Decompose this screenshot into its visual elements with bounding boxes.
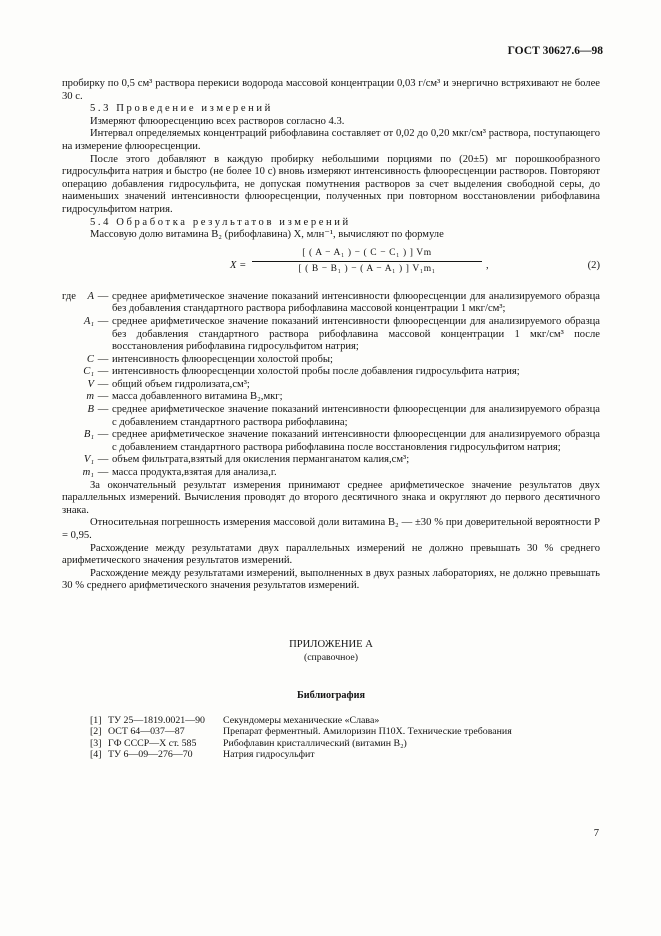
variable-symbol: A₁ xyxy=(83,315,94,327)
bib-number: [4] xyxy=(90,749,102,761)
variable-description: объем фильтрата,взятый для окисления перманганатом калия,см³; xyxy=(112,454,410,466)
bibliography-item xyxy=(90,726,600,738)
bibliography-title: Библиография xyxy=(297,690,365,702)
variable-symbol: B xyxy=(87,404,94,416)
bib-text: Препарат ферментный. Амилоризин П10Х. Технические требования xyxy=(223,726,512,738)
variable-symbol: C₁ xyxy=(83,366,94,378)
paragraph-7: Относительная погрешность измерения массовой доли витамина B₂ — ±30 % при доверительной вероятности P = 0,95. xyxy=(62,517,600,541)
dash: — xyxy=(97,404,109,416)
variable-row xyxy=(62,291,600,316)
variable-row xyxy=(62,404,600,429)
formula-comma: , xyxy=(486,259,489,271)
variable-description: среднее арифметическое значение показаний интенсивности флюоресценции для анализируемого образца с добавлением стандартного раствора рибофлавина; xyxy=(112,404,600,428)
paragraph-4: После этого добавляют в каждую пробирку небольшими порциями по (20±5) мг порошкообразного гидросульфита натрия и быстро (не более 10 с) вновь измеряют интенсивность флюоресценции растворов. Повторяют операцию добавления гидросульфита, не допуская помутнения растворов за счет выделения свободной серы, до наименьших значений интенсивности флюоресценции, полученных при повторном восстановлении рибофлавина гидросульфитом натрия. xyxy=(62,153,600,215)
bib-number: [1] xyxy=(90,714,102,726)
bib-text: Рибофлавин кристаллический (витамин B₂) xyxy=(223,737,407,749)
bib-code: ГФ СССР—X ст. 585 xyxy=(108,737,197,749)
variable-row xyxy=(62,316,600,354)
bib-code: ОСТ 64—037—87 xyxy=(108,726,185,738)
bib-code: ТУ 25—1819.0021—90 xyxy=(108,714,205,726)
formula-number: (2) xyxy=(587,259,600,271)
variable-list xyxy=(62,291,600,480)
paragraph-1: пробирку по 0,5 см³ раствора перекиси водорода массовой концентрации 0,03 г/см³ и энергично встряхивают не более 30 с. xyxy=(62,78,600,102)
section-heading-5-4: 5.4 Обработка результатов измерений xyxy=(90,216,351,228)
bib-text: Секундомеры механические «Слава» xyxy=(223,714,380,726)
variable-row xyxy=(62,454,600,467)
dash: — xyxy=(97,290,109,302)
dash: — xyxy=(97,353,109,365)
dash: — xyxy=(97,429,109,441)
page-number: 7 xyxy=(593,828,599,839)
section-heading-5-3: 5.3 Проведение измерений xyxy=(90,103,273,115)
bib-number: [3] xyxy=(90,737,102,749)
variable-description: интенсивность флюоресценции холостой пробы; xyxy=(112,353,333,365)
paragraph-9: Расхождение между результатами измерений, выполненных в двух разных лабораториях, не должно превышать 30 % среднего арифметического значения результатов измерений. xyxy=(62,567,600,592)
bib-text: Натрия гидросульфит xyxy=(223,749,315,761)
variable-description: интенсивность флюоресценции холостой пробы после добавления гидросульфита натрия; xyxy=(112,366,520,378)
dash: — xyxy=(97,454,109,466)
dash: — xyxy=(97,366,109,378)
variable-description: среднее арифметическое значение показаний интенсивности флюоресценции для анализируемого образца без добавления стандартного раствора рибофлавина массовой концентрации 1 мкг/см³ после восстановления рибофлавина гидросульфитом натрия; xyxy=(112,315,600,353)
dash: — xyxy=(97,391,109,403)
formula-lhs: X = xyxy=(230,259,247,271)
bibliography-item xyxy=(90,749,600,761)
variable-symbol: m xyxy=(86,391,94,403)
bibliography-item xyxy=(90,715,600,727)
variable-symbol: V xyxy=(87,378,94,390)
variable-row xyxy=(62,354,600,367)
appendix-subtitle: (справочное) xyxy=(303,651,359,663)
variable-row xyxy=(62,391,600,404)
dash: — xyxy=(97,378,109,390)
variable-row xyxy=(62,366,600,379)
variable-symbol: V₁ xyxy=(83,454,94,466)
variable-symbol: C xyxy=(86,353,94,365)
fraction-bar xyxy=(252,261,482,262)
variable-row xyxy=(62,467,600,480)
where-label: где xyxy=(62,290,76,302)
document-body xyxy=(62,78,600,761)
bibliography-item xyxy=(90,738,600,750)
variable-symbol: B₁ xyxy=(83,429,94,441)
bib-code: ТУ 6—09—276—70 xyxy=(108,749,193,761)
bib-number: [2] xyxy=(90,726,102,738)
standard-header: ГОСТ 30627.6—98 xyxy=(507,45,603,57)
formula-2 xyxy=(62,247,600,287)
variable-symbol: m₁ xyxy=(82,467,94,479)
paragraph-8: Расхождение между результатами двух параллельных измерений не должно превышать 30 % среднего арифметического значения результатов измерений. xyxy=(62,542,600,567)
dash: — xyxy=(97,315,109,327)
paragraph-5: Массовую долю витамина B₂ (рибофлавина) X, млн⁻¹, вычисляют по формуле xyxy=(90,229,444,241)
appendix-title: ПРИЛОЖЕНИЕ А xyxy=(289,638,373,650)
variable-description: общий объем гидролизата,см³; xyxy=(112,378,250,390)
formula-numerator: [ ( A − A₁ ) − ( C − C₁ ) ] Vm xyxy=(302,247,432,258)
dash: — xyxy=(97,467,109,479)
variable-description: среднее арифметическое значение показаний интенсивности флюоресценции для анализируемого образца без добавления стандартного раствора рибофлавина массовой концентрации 1 мкг/см³; xyxy=(112,290,600,315)
variable-row xyxy=(62,429,600,454)
formula-denominator: [ ( B − B₁ ) − ( A − A₁ ) ] V₁m₁ xyxy=(298,263,436,274)
paragraph-3: Интервал определяемых концентраций рибофлавина составляет от 0,02 до 0,20 мкг/см³ раствора, поступающего на измерение флюоресценции. xyxy=(62,128,600,152)
variable-row xyxy=(62,379,600,392)
variable-description: масса добавленного витамина B₂,мкг; xyxy=(112,391,283,403)
variable-description: среднее арифметическое значение показаний интенсивности флюоресценции для анализируемого образца с добавлением стандартного раствора рибофлавина после восстановления гидросульфитом натрия; xyxy=(112,429,600,453)
paragraph-6: За окончательный результат измерения принимают среднее арифметическое значение результатов двух параллельных измерений. Вычисления проводят до второго десятичного знака и округляют до первого десятичного знака. xyxy=(62,479,600,516)
bibliography-list xyxy=(90,715,600,761)
variable-description: масса продукта,взятая для анализа,г. xyxy=(112,467,277,479)
paragraph-2: Измеряют флюоресценцию всех растворов согласно 4.3. xyxy=(90,115,345,127)
variable-symbol: A xyxy=(87,290,94,302)
